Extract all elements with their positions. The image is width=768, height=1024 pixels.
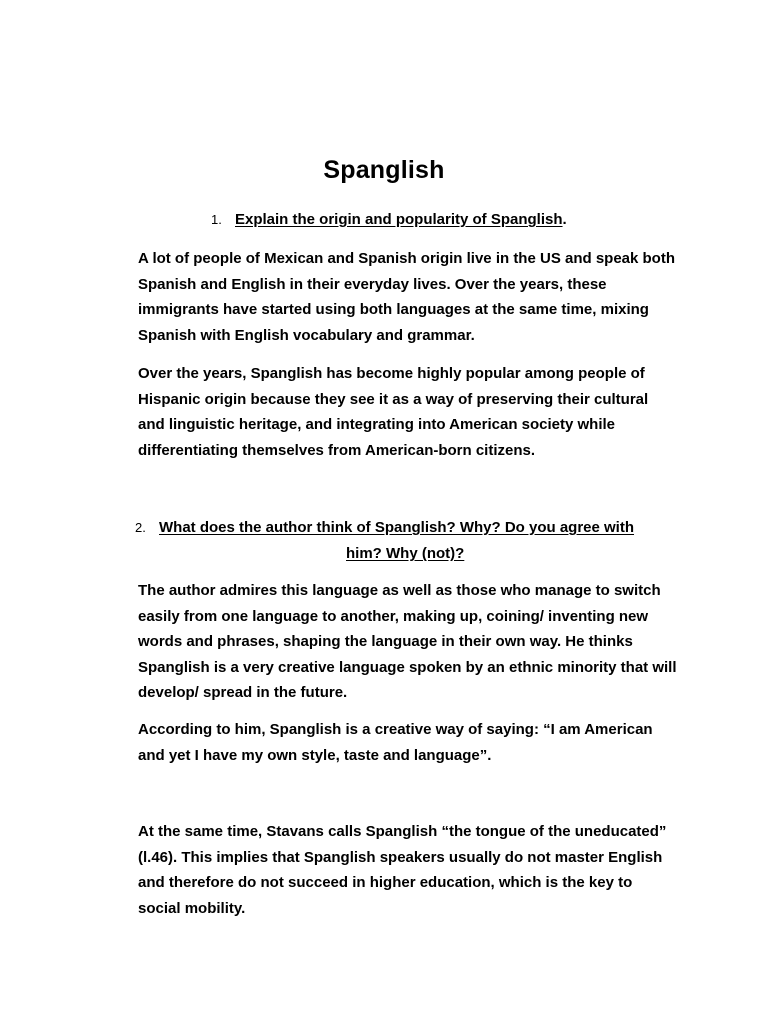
paragraph-creative-way: According to him, Spanglish is a creative way of saying: “I am American and yet I have my own style, taste and language”. [138, 721, 653, 764]
question-2 [0, 515, 768, 567]
question-2-number: 2. [135, 520, 146, 535]
paragraph-stavans-quote: At the same time, Stavans calls Spanglish “the tongue of the uneducated” (l.46). This implies that Spanglish speakers usually do not master English and therefore do not succeed in higher education, which is the key to social mobility. [138, 823, 667, 917]
question-1-text: Explain the origin and popularity of Spanglish [235, 211, 563, 228]
question-1-trailing-period: . [562, 211, 567, 228]
question-2-text-line-1: What does the author think of Spanglish? Why? Do you agree with [159, 519, 635, 536]
paragraph-author-view: The author admires this language as well as those who manage to switch easily from one language to another, making up, coining/ inventing new words and phrases, shaping the language in their own way. He thinks Spanglish is a very creative language spoken by an ethnic minority that will develop/ spread in the future. [138, 582, 677, 702]
question-1-heading [235, 207, 567, 233]
paragraph-origin: A lot of people of Mexican and Spanish origin live in the US and speak both Spanish and English in their everyday lives. Over the years, these immigrants have started using both languages at the same time, mixing Spanish with English vocabulary and grammar. [138, 250, 676, 344]
paragraph-popularity: Over the years, Spanglish has become highly popular among people of Hispanic origin because they see it as a way of preserving their cultural and linguistic heritage, and integrating into American society while differentiating themselves from American-born citizens. [138, 365, 649, 459]
question-2-text-line-2: him? Why (not)? [346, 545, 465, 562]
page-title: Spanglish [323, 156, 445, 184]
question-1-number: 1. [211, 212, 222, 227]
